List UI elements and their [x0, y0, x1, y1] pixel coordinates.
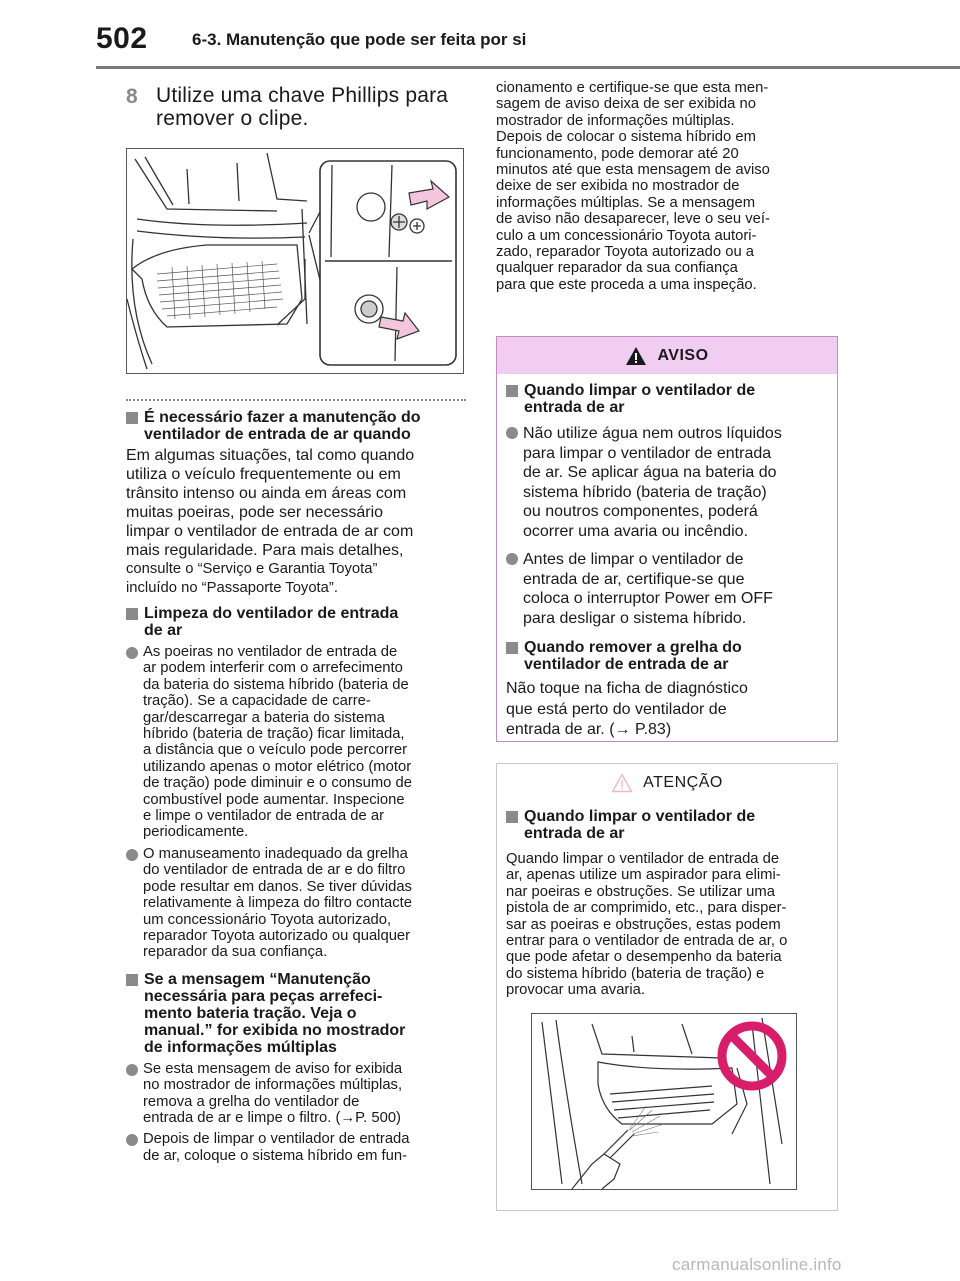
bullet-line: de tração) pode diminuir e o consumo de	[143, 775, 412, 792]
continuation-line: culo a um concessionário Toyota autori-	[496, 227, 757, 244]
air-gun-prohibited-illustration	[531, 1013, 797, 1190]
bullet-item	[126, 846, 466, 961]
section-title: 6-3. Manutenção que pode ser feita por si	[192, 30, 527, 49]
page-number: 502	[96, 22, 148, 55]
continuation-line: cionamento e certifique-se que esta men-	[496, 80, 769, 96]
bullet-line: Se esta mensagem de aviso for exibida	[143, 1060, 403, 1077]
subhead-line: de ar	[144, 622, 183, 639]
subhead-line: Limpeza do ventilador de entrada	[144, 605, 399, 622]
bullet-line: de ar. Se aplicar água na bateria do	[523, 464, 777, 481]
subhead-line: Se a mensagem “Manutenção	[144, 970, 371, 988]
bullet-line: ocorrer uma avaria ou incêndio.	[523, 522, 749, 540]
warning-triangle-icon	[625, 346, 647, 366]
round-bullet-icon	[126, 1134, 138, 1146]
subhead-line: manual.” for exibida no mostrador	[144, 1021, 406, 1039]
bullet-line: e limpe o ventilador de entrada de ar	[143, 808, 385, 825]
bullet-line: um concessionário Toyota autorizado,	[143, 911, 392, 928]
bullet-item	[506, 550, 827, 628]
bullet-item	[126, 644, 466, 841]
subhead-line: entrada de ar	[524, 399, 625, 416]
subhead-line: necessária para peças arrefeci-	[144, 987, 383, 1005]
continuation-line: zado, reparador Toyota autorizado ou a	[496, 244, 755, 261]
bullet-line: O manuseamento inadequado da grelha	[143, 845, 408, 862]
aviso-title: AVISO	[657, 346, 709, 364]
subhead-line: de informações múltiplas	[144, 1038, 337, 1056]
bullet-line: para limpar o ventilador de entrada	[523, 444, 772, 462]
maintenance-body-small	[126, 560, 466, 598]
continuation-line: de aviso não desaparecer, leve o seu veí-	[496, 211, 770, 228]
page-header	[0, 0, 960, 72]
continuation-line: funcionamento, pode demorar até 20	[496, 145, 739, 162]
aviso-subhead-grille	[506, 639, 827, 673]
step-8	[126, 84, 466, 130]
bullet-line: da bateria do sistema híbrido (bateria de	[143, 676, 409, 693]
step-line: remover o clipe.	[156, 107, 309, 130]
bullet-line: Depois de limpar o ventilador de entrada	[143, 1131, 410, 1148]
body-line: entrar para o ventilador de entrada de ar, o	[506, 933, 788, 950]
body-line: que está perto do ventilador de	[506, 700, 727, 718]
step-text	[156, 84, 448, 130]
aviso-box	[496, 336, 838, 742]
body-line: provocar uma avaria.	[506, 982, 645, 999]
bullet-line: a distância que o veículo pode percorrer	[143, 742, 408, 759]
subhead-line: ventilador de entrada de ar	[524, 656, 729, 673]
aviso-subhead-cleaning	[506, 382, 827, 416]
square-bullet-icon	[126, 974, 138, 986]
body-line: consulte o “Serviço e Garantia Toyota”	[126, 561, 378, 577]
aviso-body	[506, 679, 827, 741]
body-line: nar poeiras e obstruções. Se utilizar uma	[506, 883, 775, 900]
right-continuation	[496, 80, 838, 293]
atencao-box	[496, 763, 838, 1211]
body-line: utiliza o veículo frequentemente ou em	[126, 466, 401, 483]
body-line: Em algumas situações, tal como quando	[126, 447, 415, 464]
subhead-line: Quando limpar o ventilador de	[524, 382, 756, 399]
bullet-line: As poeiras no ventilador de entrada de	[143, 644, 398, 660]
bullet-item	[126, 1061, 466, 1127]
bullet-line: reparador Toyota autorizado ou qualquer	[143, 927, 411, 944]
square-bullet-icon	[506, 385, 518, 397]
bullet-line: para desligar o sistema híbrido.	[523, 609, 747, 627]
subhead-message	[126, 971, 466, 1056]
atencao-title: ATENÇÃO	[643, 773, 723, 791]
header-rule	[96, 66, 960, 69]
round-bullet-icon	[506, 427, 518, 439]
subhead-line: entrada de ar	[524, 825, 625, 842]
continuation-line: deixe de ser exibida no mostrador de	[496, 178, 740, 195]
bullet-line: tração). Se a capacidade de carre-	[143, 693, 371, 710]
bullet-line: do ventilador de entrada de ar e do filtro	[143, 862, 406, 879]
aviso-header	[497, 337, 837, 374]
bullet-line: entrada de ar e limpe o filtro. (→P. 500)	[143, 1109, 401, 1126]
body-line: muitas poeiras, pode ser necessário	[126, 504, 384, 521]
round-bullet-icon	[506, 553, 518, 565]
bullet-line: ou noutros componentes, poderá	[523, 503, 758, 520]
continuation-line: mostrador de informações múltiplas.	[496, 112, 735, 129]
round-bullet-icon	[126, 849, 138, 861]
bullet-line: gar/descarregar a bateria do sistema	[143, 709, 385, 726]
caution-triangle-icon	[611, 773, 633, 793]
bullet-line: Não utilize água nem outros líquidos	[523, 425, 782, 442]
bullet-line: utilizando apenas o motor elétrico (motor	[143, 758, 412, 775]
subhead-line: ventilador de entrada de ar quando	[144, 426, 411, 443]
round-bullet-icon	[126, 647, 138, 659]
body-line: mais regularidade. Para mais detalhes,	[126, 542, 404, 559]
bullet-line: periodicamente.	[143, 824, 249, 841]
step-number: 8	[126, 85, 138, 108]
continuation-line: qualquer reparador da sua confiança	[496, 260, 738, 277]
body-line: pistola de ar comprimido, etc., para disper-	[506, 900, 787, 917]
continuation-line: sagem de aviso deixa de ser exibida no	[496, 96, 756, 113]
bullet-line: pode resultar em danos. Se tiver dúvidas	[143, 878, 412, 895]
bullet-line: relativamente à limpeza do filtro contacte	[143, 895, 412, 912]
bullet-line: reparador da sua confiança.	[143, 944, 328, 961]
subhead-maintenance	[126, 409, 466, 443]
continuation-line: Depois de colocar o sistema híbrido em	[496, 129, 756, 146]
footer-watermark: carmanualsonline.info	[672, 1255, 842, 1274]
body-line: trânsito intenso ou ainda em áreas com	[126, 485, 407, 502]
body-line: que pode afetar o desempenho da bateria	[506, 949, 782, 966]
bullet-line: de ar, coloque o sistema híbrido em fun-	[143, 1147, 408, 1164]
bullet-line: sistema híbrido (bateria de tração)	[523, 483, 767, 501]
clip-removal-illustration	[126, 148, 464, 374]
bullet-item	[506, 424, 827, 541]
body-line: do sistema híbrido (bateria de tração) e	[506, 965, 765, 982]
bullet-line: coloca o interruptor Power em OFF	[523, 590, 773, 607]
bullet-line: ar podem interferir com o arrefecimento	[143, 660, 403, 677]
square-bullet-icon	[126, 608, 138, 620]
continuation-line: para que este proceda a uma inspeção.	[496, 276, 757, 293]
bullet-line: combustível pode aumentar. Inspecione	[143, 791, 405, 808]
square-bullet-icon	[506, 811, 518, 823]
subhead-line: mento bateria tração. Veja o	[144, 1004, 357, 1022]
bullet-item	[126, 1131, 466, 1164]
body-line: Não toque na ficha de diagnóstico	[506, 680, 748, 697]
maintenance-body	[126, 446, 466, 560]
atencao-body	[506, 851, 827, 999]
body-line: sar as poeiras e obstruções, estas podem	[506, 916, 781, 933]
atencao-header	[497, 764, 837, 801]
bullet-line: híbrido (bateria de tração) ficar limitada,	[143, 726, 405, 743]
square-bullet-icon	[126, 412, 138, 424]
subhead-cleaning	[126, 605, 466, 639]
left-column	[126, 80, 466, 1164]
square-bullet-icon	[506, 642, 518, 654]
subhead-line: Quando remover a grelha do	[524, 639, 742, 656]
body-line: limpar o ventilador de entrada de ar com	[126, 523, 414, 540]
bullet-line: entrada de ar, certifique-se que	[523, 570, 745, 588]
body-line: incluído no “Passaporte Toyota”.	[126, 580, 338, 596]
bullet-line: Antes de limpar o ventilador de	[523, 551, 744, 568]
round-bullet-icon	[126, 1064, 138, 1076]
section-divider	[126, 399, 466, 401]
atencao-subhead-cleaning	[506, 808, 827, 842]
step-line: Utilize uma chave Phillips para	[156, 84, 449, 107]
bullet-line: no mostrador de informações múltiplas,	[143, 1077, 403, 1094]
body-line: entrada de ar. (→ P.83)	[506, 721, 672, 738]
subhead-line: Quando limpar o ventilador de	[524, 808, 756, 825]
continuation-line: minutos até que esta mensagem de aviso	[496, 162, 770, 179]
bullet-line: remova a grelha do ventilador de	[143, 1093, 360, 1110]
body-line: ar, apenas utilize um aspirador para elimi-	[506, 867, 781, 884]
subhead-line: É necessário fazer a manutenção do	[144, 409, 421, 426]
body-line: Quando limpar o ventilador de entrada de	[506, 851, 780, 867]
continuation-line: informações múltiplas. Se a mensagem	[496, 194, 756, 211]
